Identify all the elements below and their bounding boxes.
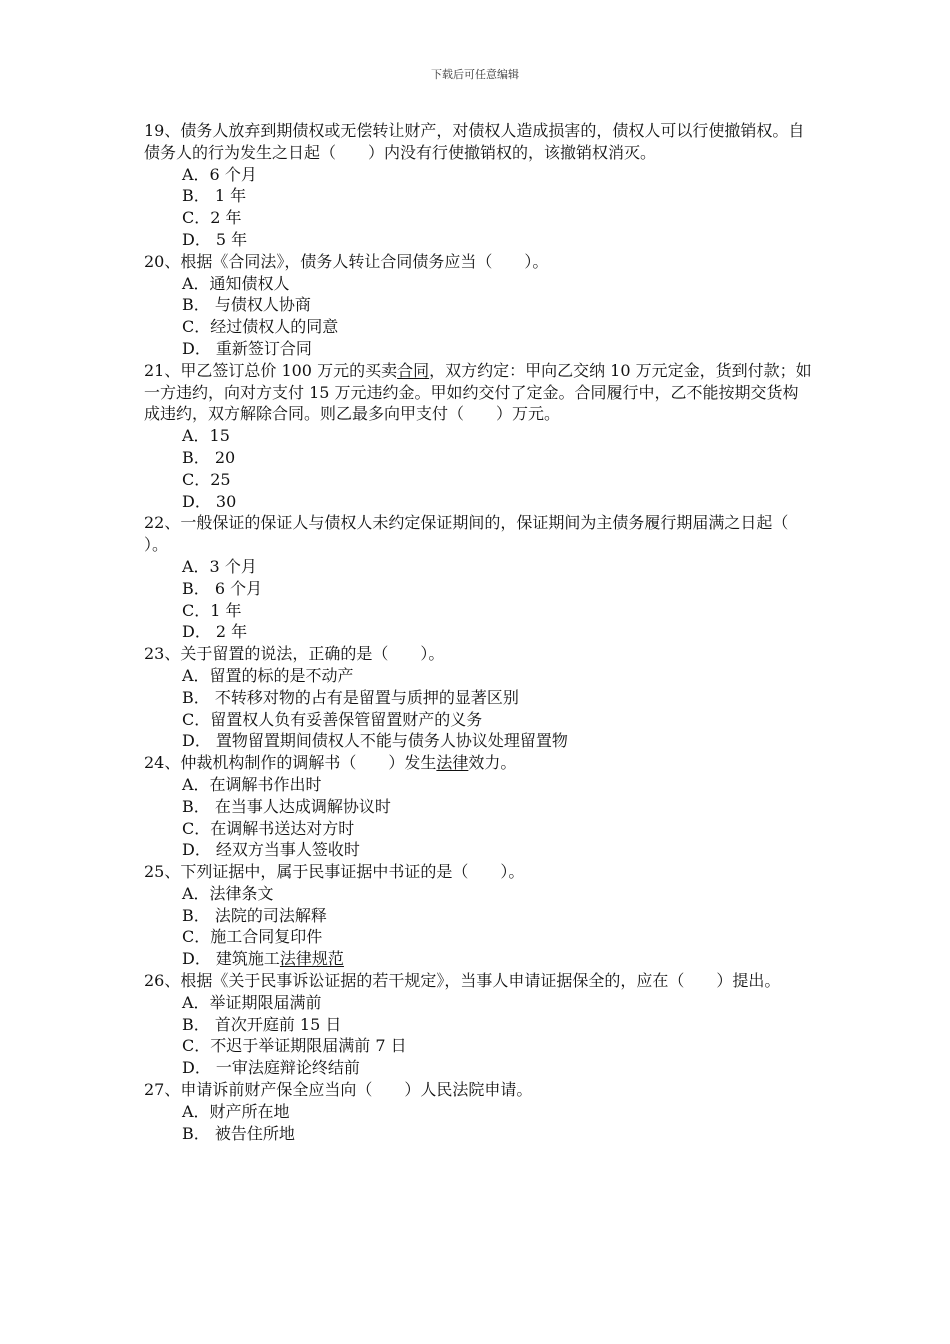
question-20 xyxy=(144,251,812,360)
question-22-text: 22、一般保证的保证人与债权人未约定保证期间的，保证期间为主债务履行期届满之日起（ ）。 xyxy=(144,513,821,555)
question-20-text: 20、根据《合同法》，债务人转让合同债务应当（ ）。 xyxy=(144,251,549,271)
link-contract[interactable]: 合同 xyxy=(397,360,430,380)
question-19 xyxy=(144,120,812,251)
question-19-option-c: C．2 年 xyxy=(182,208,242,228)
question-24-text-post: 效力。 xyxy=(468,753,517,773)
question-22-option-c: C．1 年 xyxy=(182,600,242,620)
link-law[interactable]: 法律 xyxy=(436,753,469,773)
question-27-option-a: A．财产所在地 xyxy=(182,1101,290,1121)
question-24-option-b: B． 在当事人达成调解协议时 xyxy=(182,796,391,816)
question-25-option-d-pre: D． 建筑施工 xyxy=(182,949,280,969)
question-25-text: 25、下列证据中，属于民事证据中书证的是（ ）。 xyxy=(144,862,525,882)
question-25-option-a: A．法律条文 xyxy=(182,883,274,903)
question-25-option-c: C．施工合同复印件 xyxy=(182,927,323,947)
question-25-option-b: B． 法院的司法解释 xyxy=(182,905,327,925)
question-23-text: 23、关于留置的说法，正确的是（ ）。 xyxy=(144,644,445,664)
question-22 xyxy=(144,512,821,643)
question-24-option-d: D． 经双方当事人签收时 xyxy=(182,840,360,860)
question-21-text-post: ，双方约定：甲向乙交纳 10 万元定金，货到付款；如一方违约，向对方支付 15 万元违约金。甲如约交付了定金。合同履行中，乙不能按期交货构成违约，双方解除合同。则乙最多向甲支付（ ）万元。 xyxy=(144,360,812,424)
question-27-text: 27、申请诉前财产保全应当向（ ）人民法院申请。 xyxy=(144,1080,533,1100)
question-26-text: 26、根据《关于民事诉讼证据的若干规定》，当事人申请证据保全的，应在（ ）提出。 xyxy=(144,971,781,991)
question-19-option-b: B． 1 年 xyxy=(182,186,247,206)
question-27 xyxy=(144,1079,812,1144)
question-26-option-a: A．举证期限届满前 xyxy=(182,992,322,1012)
question-25 xyxy=(144,861,812,970)
question-22-option-a: A．3 个月 xyxy=(182,556,257,576)
question-26 xyxy=(144,970,812,1079)
question-24 xyxy=(144,752,812,861)
question-23 xyxy=(144,643,812,752)
question-21-option-a: A．15 xyxy=(182,426,230,446)
question-21-option-d: D． 30 xyxy=(182,491,237,511)
question-24-text xyxy=(144,752,812,774)
question-20-option-d: D． 重新签订合同 xyxy=(182,338,312,358)
question-21-text xyxy=(144,360,812,425)
question-22-option-d: D． 2 年 xyxy=(182,622,248,642)
question-23-option-a: A．留置的标的是不动产 xyxy=(182,665,354,685)
question-23-option-d: D． 置物留置期间债权人不能与债务人协议处理留置物 xyxy=(182,731,568,751)
question-23-option-c: C．留置权人负有妥善保管留置财产的义务 xyxy=(182,709,483,729)
question-24-option-c: C．在调解书送达对方时 xyxy=(182,818,355,838)
question-19-option-a: A．6 个月 xyxy=(182,164,257,184)
link-legal-norms[interactable]: 法律规范 xyxy=(279,949,344,969)
question-26-option-b: B． 首次开庭前 15 日 xyxy=(182,1014,342,1034)
question-list xyxy=(144,120,821,1144)
question-25-option-d xyxy=(144,948,812,970)
question-21-option-b: B． 20 xyxy=(182,447,236,467)
question-21-text-pre: 21、甲乙签订总价 100 万元的买卖 xyxy=(144,360,398,380)
question-22-option-b: B． 6 个月 xyxy=(182,578,263,598)
question-19-option-d: D． 5 年 xyxy=(182,229,248,249)
question-21 xyxy=(144,360,812,513)
question-20-option-c: C．经过债权人的同意 xyxy=(182,317,339,337)
question-21-option-c: C．25 xyxy=(182,469,231,489)
page-header: 下载后可任意编辑 xyxy=(431,68,519,81)
question-20-option-a: A．通知债权人 xyxy=(182,273,290,293)
question-20-option-b: B． 与债权人协商 xyxy=(182,295,311,315)
question-27-option-b: B． 被告住所地 xyxy=(182,1123,295,1143)
question-23-option-b: B． 不转移对物的占有是留置与质押的显著区别 xyxy=(182,687,519,707)
question-24-option-a: A．在调解书作出时 xyxy=(182,774,322,794)
question-24-text-pre: 24、仲裁机构制作的调解书（ ）发生 xyxy=(144,753,437,773)
question-26-option-c: C．不迟于举证期限届满前 7 日 xyxy=(182,1036,407,1056)
question-26-option-d: D． 一审法庭辩论终结前 xyxy=(182,1058,360,1078)
question-19-text: 19、债务人放弃到期债权或无偿转让财产，对债权人造成损害的，债权人可以行使撤销权。自债务人的行为发生之日起（ ）内没有行使撤销权的，该撤销权消灭。 xyxy=(144,121,805,162)
